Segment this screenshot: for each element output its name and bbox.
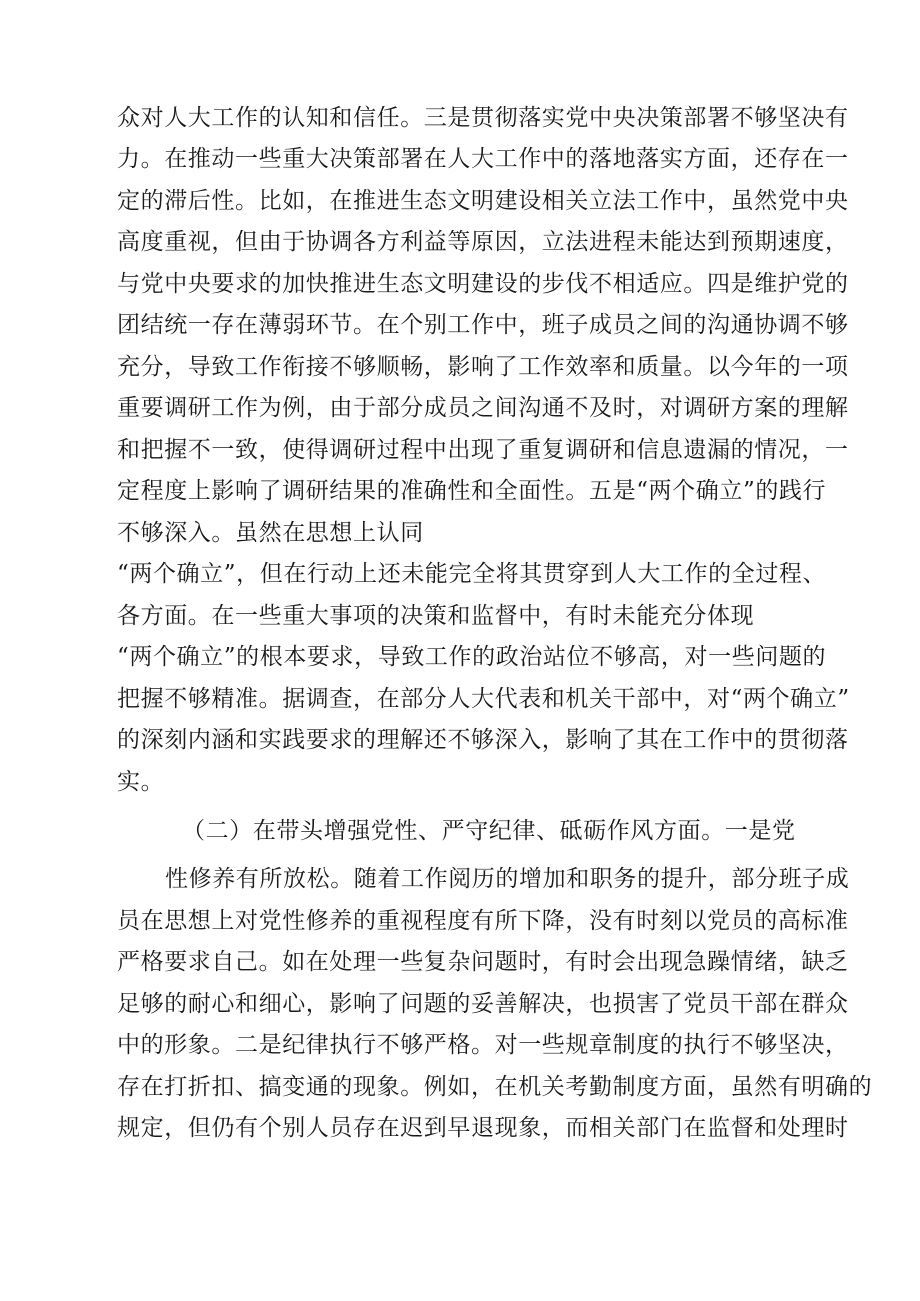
text-line: 高度重视，但由于协调各方利益等原因，立法进程未能达到预期速度， bbox=[117, 229, 849, 255]
text-line: 性修养有所放松。随着工作阅历的增加和职务的提升，部分班子成 bbox=[165, 866, 850, 892]
text-line: 不够深入。虽然在思想上认同 bbox=[117, 520, 424, 546]
text-line: 定程度上影响了调研结果的准确性和全面性。五是“两个确立”的践行 bbox=[117, 478, 827, 504]
text-line: 存在打折扣、搞变通的现象。例如，在机关考勤制度方面，虽然有明确的 bbox=[117, 1074, 873, 1100]
text-line: 各方面。在一些重大事项的决策和监督中，有时未能充分体现 bbox=[117, 603, 755, 629]
text-line: 员在思想上对党性修养的重视程度有所下降，没有时刻以党员的高标准 bbox=[117, 908, 849, 934]
text-line: 严格要求自己。如在处理一些复杂问题时，有时会出现急躁情绪，缺乏 bbox=[117, 949, 849, 975]
text-line: 定的滞后性。比如，在推进生态文明建设相关立法工作中，虽然党中央 bbox=[117, 188, 849, 214]
text-line: 足够的耐心和细心，影响了问题的妥善解决，也损害了党员干部在群众 bbox=[117, 991, 849, 1017]
text-line: 力。在推动一些重大决策部署在人大工作中的落地落实方面，还存在一 bbox=[117, 146, 849, 172]
text-line: 实。 bbox=[117, 769, 165, 795]
text-line: 重要调研工作为例，由于部分成员之间沟通不及时，对调研方案的理解 bbox=[117, 395, 849, 421]
text-line: 充分，导致工作衔接不够顺畅，影响了工作效率和质量。以今年的一项 bbox=[117, 354, 849, 380]
section-heading: （二）在带头增强党性、严守纪律、砥砺作风方面。一是党 bbox=[182, 818, 796, 844]
text-line: 中的形象。二是纪律执行不够严格。对一些规章制度的执行不够坚决， bbox=[117, 1032, 849, 1058]
text-line: 的深刻内涵和实践要求的理解还不够深入，影响了其在工作中的贯彻落 bbox=[117, 727, 849, 753]
text-line: 和把握不一致，使得调研过程中出现了重复调研和信息遗漏的情况，一 bbox=[117, 437, 849, 463]
text-line: 把握不够精准。据调查，在部分人大代表和机关干部中，对“两个确立” bbox=[117, 686, 850, 712]
text-line: “两个确立”，但在行动上还未能完全将其贯穿到人大工作的全过程、 bbox=[117, 561, 827, 587]
text-line: 与党中央要求的加快推进生态文明建设的步伐不相适应。四是维护党的 bbox=[117, 271, 849, 297]
text-line: “两个确立”的根本要求，导致工作的政治站位不够高，对一些问题的 bbox=[117, 644, 827, 670]
text-line: 众对人大工作的认知和信任。三是贯彻落实党中央决策部署不够坚决有 bbox=[117, 105, 849, 131]
text-line: 规定，但仍有个别人员存在迟到早退现象，而相关部门在监督和处理时 bbox=[117, 1115, 849, 1141]
text-line: 团结统一存在薄弱环节。在个别工作中，班子成员之间的沟通协调不够 bbox=[117, 312, 849, 338]
